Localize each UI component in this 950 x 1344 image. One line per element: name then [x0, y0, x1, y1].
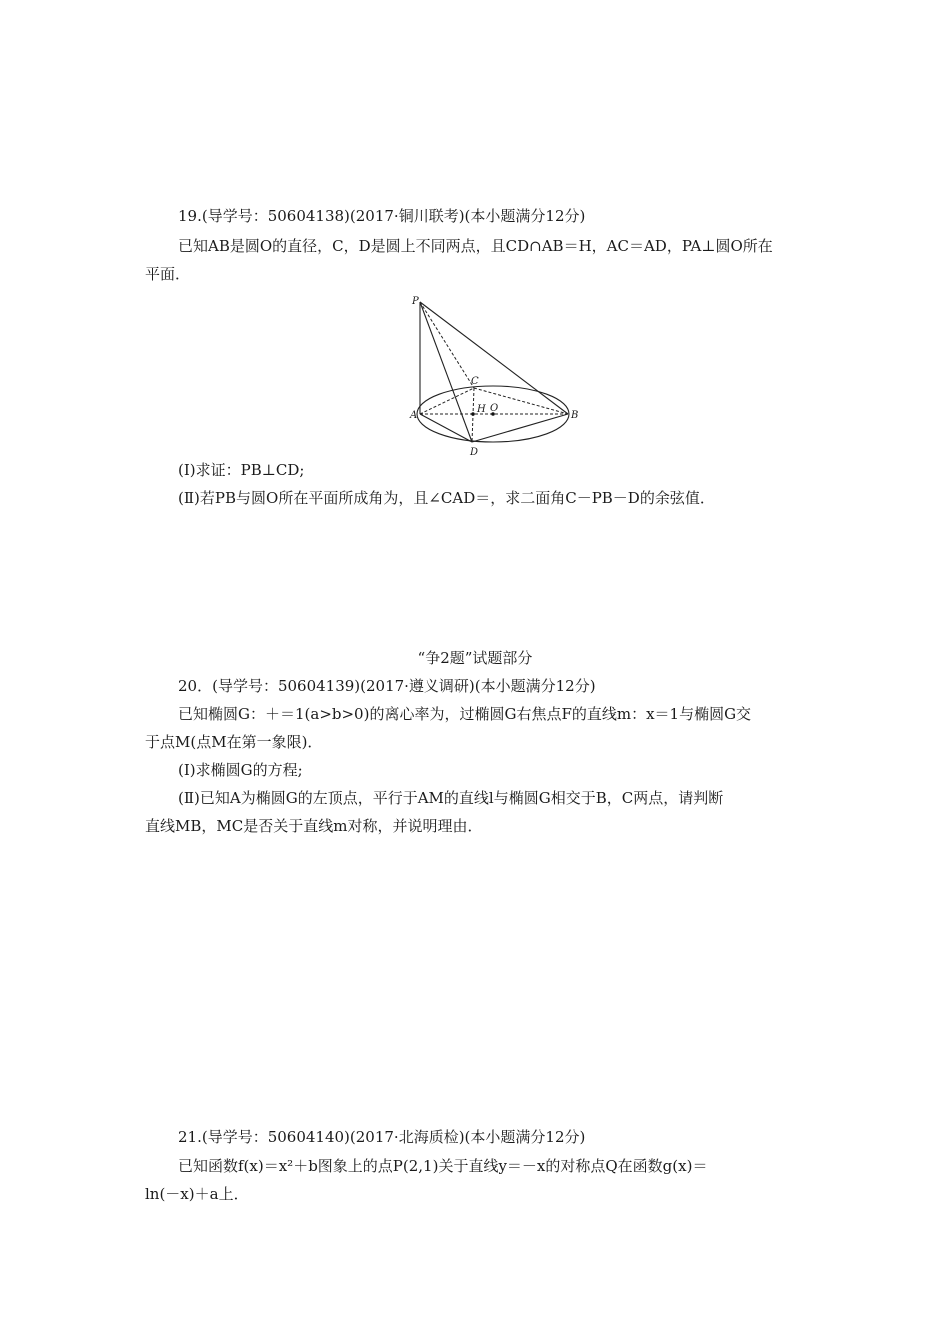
- label-o: O: [490, 403, 499, 414]
- segment-cb: [474, 388, 568, 414]
- label-c: C: [471, 376, 479, 387]
- edge-pb: [420, 302, 568, 414]
- q19-part2: (Ⅱ)若PB与圆O所在平面所成角为，且∠CAD＝，求二面角C－PB－D的余弦值．: [178, 489, 715, 507]
- q21-stem-line2: ln(－x)＋a上．: [145, 1185, 249, 1203]
- q20-part1: (Ⅰ)求椭圆G的方程;: [178, 761, 303, 779]
- q19-stem-line2: 平面．: [145, 265, 191, 283]
- label-p: P: [412, 296, 419, 307]
- q19-stem-line1: 已知AB是圆O的直径，C，D是圆上不同两点，且CD∩AB＝H，AC＝AD，PA⊥圆O所在: [178, 237, 773, 255]
- section-title: “争2题”试题部分: [417, 649, 533, 667]
- label-a: A: [410, 410, 418, 421]
- q21-stem-line1: 已知函数f(x)＝x²＋b图象上的点P(2,1)关于直线y＝－x的对称点Q在函数g(x)＝: [178, 1157, 708, 1175]
- q21-header: 21.(导学号：50604140)(2017·北海质检)(本小题满分12分): [178, 1128, 586, 1146]
- q20-part2-line1: (Ⅱ)已知A为椭圆G的左顶点，平行于AM的直线l与椭圆G相交于B，C两点，请判断: [178, 789, 724, 807]
- q20-stem-line1: 已知椭圆G：＋＝1(a>b>0)的离心率为，过椭圆G右焦点F的直线m：x＝1与椭圆G交: [178, 705, 752, 723]
- q19-geometry-figure: [400, 292, 600, 460]
- q20-part2-line2: 直线MB，MC是否关于直线m对称，并说明理由．: [145, 817, 483, 835]
- pyramid-circle-diagram: [400, 292, 600, 460]
- label-b: B: [571, 410, 579, 421]
- label-d: D: [470, 447, 479, 458]
- q20-header: 20．(导学号：50604139)(2017·遵义调研)(本小题满分12分): [178, 677, 596, 695]
- segment-db: [472, 414, 568, 442]
- q19-part1: (Ⅰ)求证：PB⊥CD;: [178, 461, 305, 479]
- q19-header: 19.(导学号：50604138)(2017·铜川联考)(本小题满分12分): [178, 207, 586, 225]
- q20-stem-line2: 于点M(点M在第一象限)．: [145, 733, 323, 751]
- label-h: H: [477, 404, 486, 415]
- point-h: [471, 412, 475, 416]
